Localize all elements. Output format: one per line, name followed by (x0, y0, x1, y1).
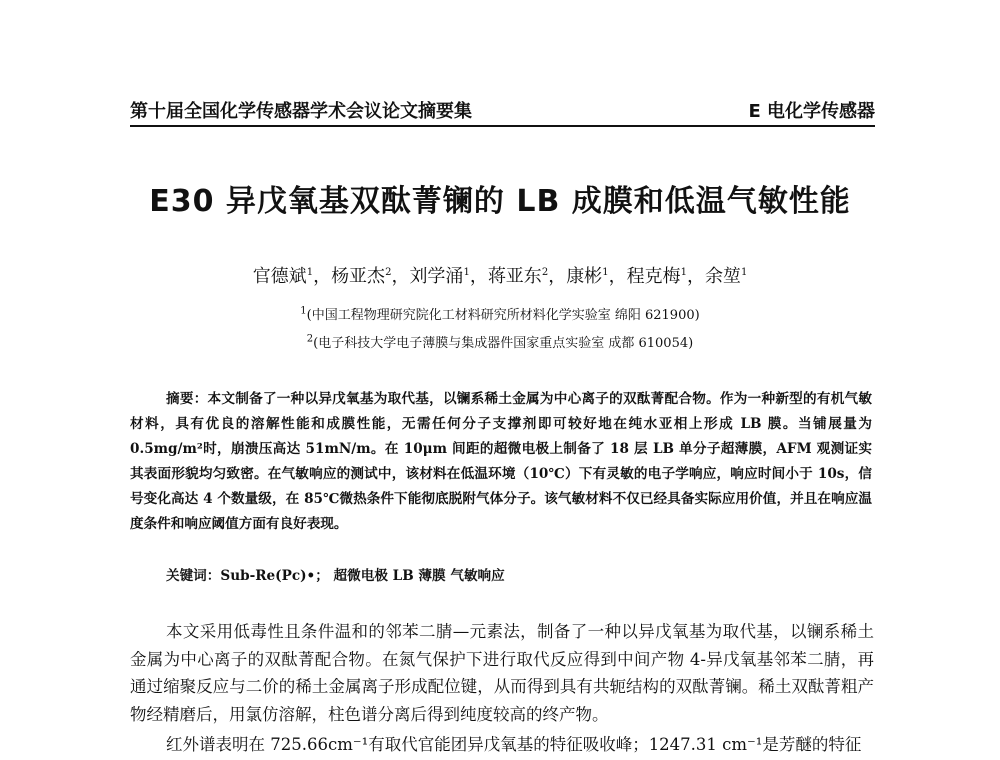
author-separator: ， (608, 266, 627, 287)
header-proceedings-title: 第十届全国化学传感器学术会议论文摘要集 (130, 101, 472, 122)
affiliation-2 (100, 332, 900, 351)
abstract-label: 摘要： (166, 391, 208, 407)
affiliation-text: (电子科技大学电子薄膜与集成器件国家重点实验室 成都 610054) (313, 336, 694, 351)
abstract-text: 本文制备了一种以异戊氧基为取代基，以镧系稀土金属为中心离子的双酞菁配合物。作为一种新型的有机气敏材料，具有优良的溶解性能和成膜性能，无需任何分子支撑剂即可较好地在纯水亚相上形成 LB 膜。当铺展量为 0.5mg/m²时，崩溃压高达 51mN/m。在 10μm 间距的超微电极上制备了 18 层 LB 单分子超薄膜，AFM 观测证实其表面形貌均匀致密。在气敏响应的测试中，该材料在低温环境（10℃）下有灵敏的电子学响应，响应时间小于 10s，信号变化高达 4 个数量级，在 85℃微热条件下能彻底脱附气体分子。该气敏材料不仅已经具备实际应用价值，并且在响应温度条件和响应阈值方面有良好表现。 (130, 391, 872, 532)
author-affiliation-mark: 1 (463, 267, 470, 278)
affiliation-mark: 1 (300, 305, 307, 317)
body-text (130, 618, 874, 759)
affiliation-mark: 2 (306, 333, 314, 345)
author-name: 程克梅 (626, 266, 681, 287)
affiliation-text: (中国工程物理研究院化工材料研究所材料化学实验室 绵阳 621900) (306, 308, 700, 323)
header-section-name: E 电化学传感器 (748, 101, 875, 122)
abstract (130, 387, 872, 537)
paper-title: E30 异戊氧基双酞菁镧的 LB 成膜和低温气敏性能 (149, 184, 851, 219)
keywords-label: 关键词： (166, 568, 221, 584)
author-name: 余堃 (704, 266, 741, 287)
running-header (130, 95, 875, 127)
author-affiliation-mark: 1 (740, 267, 748, 278)
affiliation-1 (100, 304, 900, 323)
keywords-text: Sub-Re(Pc)•； 超微电极 LB 薄膜 气敏响应 (220, 568, 505, 584)
author-name: 康彬 (566, 266, 603, 287)
author-name: 官德斌 (252, 266, 307, 287)
author-name: 刘学涌 (409, 266, 464, 287)
author-list (100, 262, 900, 288)
author-affiliation-mark: 2 (541, 267, 549, 278)
author-separator: ， (469, 266, 488, 287)
author-affiliation-mark: 1 (680, 267, 687, 278)
author-separator: ， (391, 266, 410, 287)
author-affiliation-mark: 1 (602, 267, 609, 278)
author-separator: ， (686, 266, 705, 287)
author-affiliation-mark: 1 (306, 267, 314, 278)
author-affiliation-mark: 2 (385, 267, 392, 278)
body-paragraph-1: 本文采用低毒性且条件温和的邻苯二腈—元素法，制备了一种以异戊氧基为取代基，以镧系稀土金属为中心离子的双酞菁配合物。在氮气保护下进行取代反应得到中间产物 4-异戊氧基邻苯二腈，再通过缩聚反应与二价的稀土金属离子形成配位键，从而得到具有共轭结构的双酞菁镧。稀土双酞菁粗产物经精磨后，用氯仿溶解，柱色谱分离后得到纯度较高的终产物。 (130, 622, 874, 724)
author-name: 蒋亚东 (487, 266, 542, 287)
body-paragraph-2: 红外谱表明在 725.66cm⁻¹有取代官能团异戊氧基的特征吸收峰；1247.31 cm⁻¹是芳醚的特征 (166, 735, 862, 754)
author-separator: ， (548, 266, 567, 287)
author-name: 杨亚杰 (331, 266, 386, 287)
author-separator: ， (313, 266, 332, 287)
keywords (166, 564, 505, 584)
